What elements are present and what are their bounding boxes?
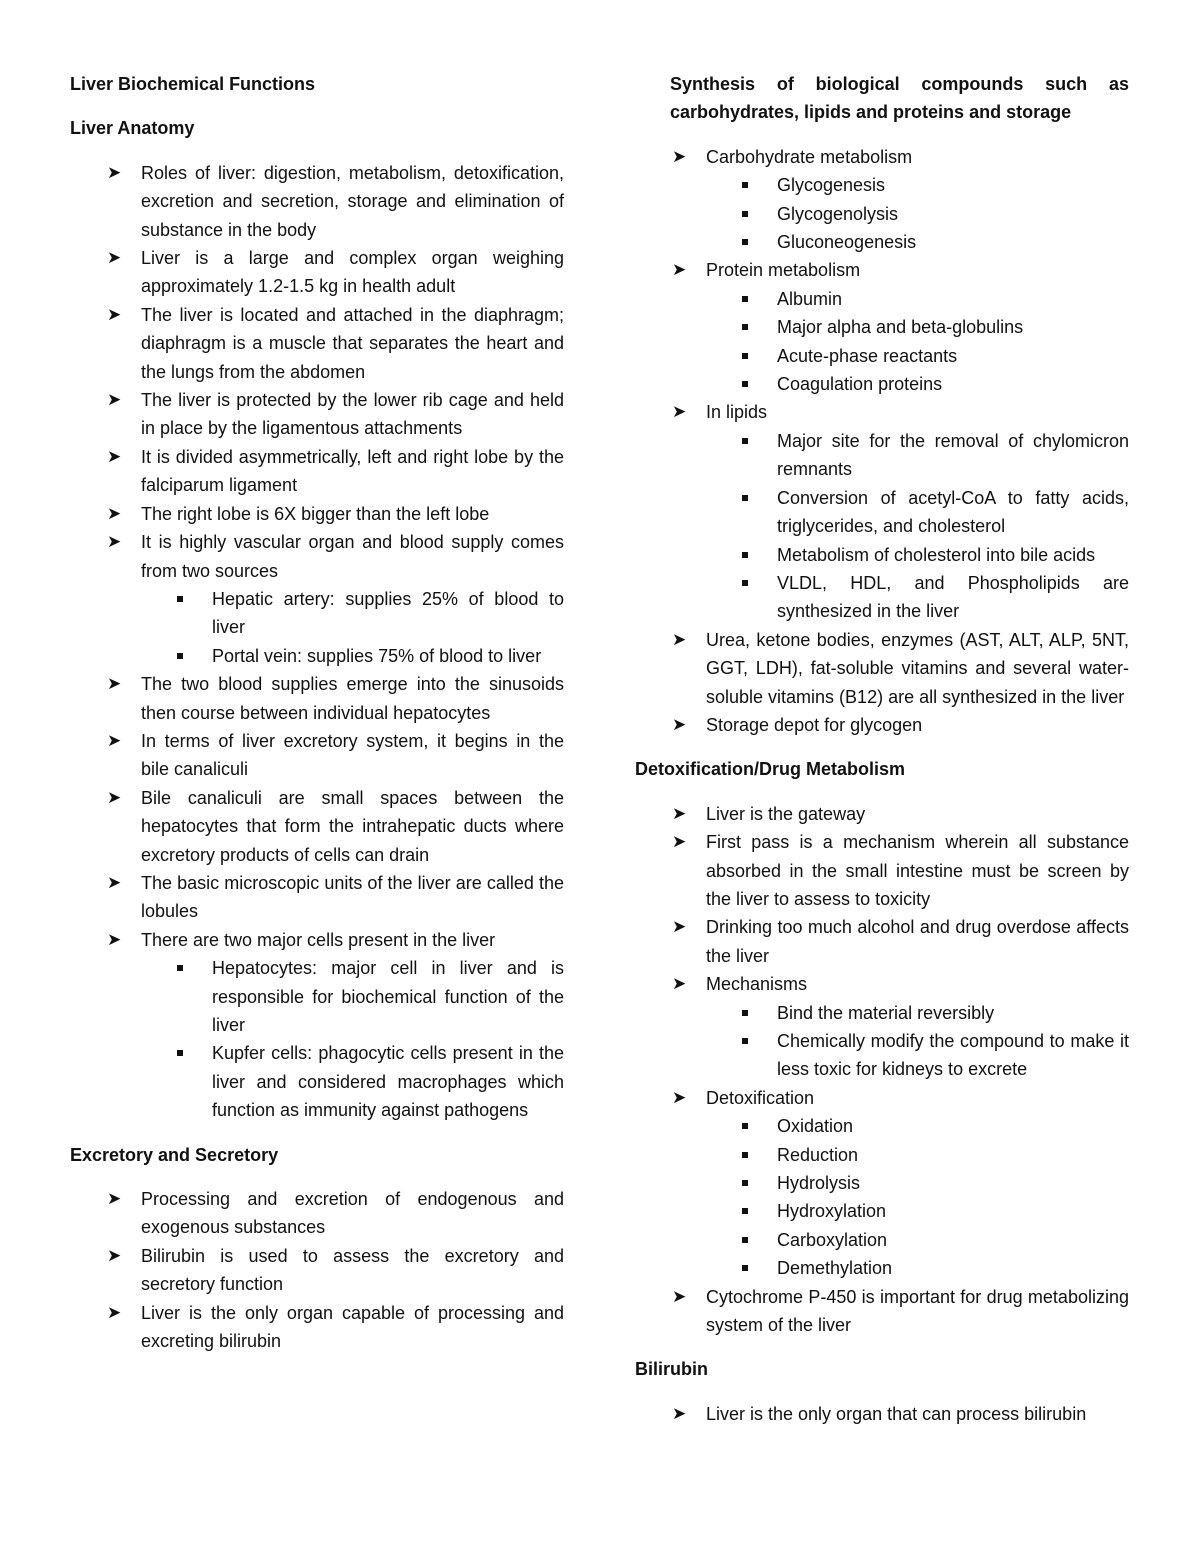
list-item-text: Urea, ketone bodies, enzymes (AST, ALT, ALP, 5NT, GGT, LDH), fat-soluble vitamins and several water-soluble vitamins (B12) are all synthesized in the liver bbox=[706, 629, 1129, 707]
list-item bbox=[635, 1084, 1129, 1283]
list-item bbox=[70, 784, 564, 869]
list-item bbox=[635, 913, 1129, 970]
arrow-bullet-icon: ➤ bbox=[107, 730, 122, 750]
excretory-secretory-list bbox=[70, 1185, 564, 1355]
list-item-text: Liver is the only organ that can process bilirubin bbox=[706, 1403, 1087, 1424]
list-item bbox=[635, 1283, 1129, 1340]
list-item bbox=[70, 926, 564, 1125]
square-bullet-icon bbox=[177, 596, 183, 602]
sub-list bbox=[706, 427, 1129, 626]
left-column bbox=[70, 70, 564, 1355]
list-item bbox=[70, 528, 564, 670]
list-item-text: Detoxification bbox=[706, 1087, 815, 1108]
square-bullet-icon bbox=[742, 580, 748, 586]
sub-list bbox=[141, 954, 564, 1124]
sub-list-item bbox=[706, 541, 1129, 569]
section-title-synthesis: Synthesis of biological compounds such as carbohydrates, lipids and proteins and storage bbox=[670, 74, 1129, 123]
square-bullet-icon bbox=[742, 1152, 748, 1158]
liver-anatomy-list bbox=[70, 159, 564, 1125]
sub-list-item bbox=[706, 1254, 1129, 1282]
sub-list-item-text: Glycogenolysis bbox=[777, 203, 899, 224]
arrow-bullet-icon: ➤ bbox=[107, 872, 122, 892]
sub-list bbox=[706, 1112, 1129, 1282]
list-item-text: Liver is the gateway bbox=[706, 803, 866, 824]
arrow-bullet-icon: ➤ bbox=[672, 260, 687, 280]
square-bullet-icon bbox=[177, 653, 183, 659]
list-item bbox=[70, 869, 564, 926]
square-bullet-icon bbox=[742, 1265, 748, 1271]
sub-list-item bbox=[141, 642, 564, 670]
document-title: Liver Biochemical Functions bbox=[70, 74, 316, 94]
arrow-bullet-icon: ➤ bbox=[107, 1189, 122, 1209]
list-item bbox=[635, 256, 1129, 398]
list-item-text: Storage depot for glycogen bbox=[706, 714, 923, 735]
sub-list-item bbox=[706, 427, 1129, 484]
arrow-bullet-icon: ➤ bbox=[672, 917, 687, 937]
sub-list-item-text: Hepatocytes: major cell in liver and is responsible for biochemical function of the liver bbox=[212, 958, 564, 1035]
arrow-bullet-icon: ➤ bbox=[672, 146, 687, 166]
list-item bbox=[70, 1299, 564, 1356]
square-bullet-icon bbox=[742, 438, 748, 444]
sub-list-item bbox=[706, 200, 1129, 228]
section-title-detoxification: Detoxification/Drug Metabolism bbox=[635, 759, 906, 780]
sub-list-item bbox=[706, 342, 1129, 370]
sub-list-item-text: Major site for the removal of chylomicron remnants bbox=[777, 430, 1129, 480]
sub-list-item bbox=[706, 999, 1129, 1027]
sub-list bbox=[706, 285, 1129, 399]
arrow-bullet-icon: ➤ bbox=[107, 162, 122, 182]
square-bullet-icon bbox=[742, 1180, 748, 1186]
arrow-bullet-icon: ➤ bbox=[672, 629, 687, 649]
list-item bbox=[70, 386, 564, 443]
sub-list-item-text: Kupfer cells: phagocytic cells present in the liver and considered macrophages which function as immunity against pathogens bbox=[212, 1043, 564, 1121]
sub-list-item bbox=[141, 1039, 564, 1124]
sub-list-item bbox=[706, 1169, 1129, 1197]
sub-list-item-text: Metabolism of cholesterol into bile acids bbox=[777, 544, 1096, 565]
sub-list-item-text: Carboxylation bbox=[777, 1229, 888, 1250]
sub-list-item-text: Hydrolysis bbox=[777, 1173, 861, 1194]
list-item bbox=[70, 727, 564, 784]
sub-list-item bbox=[706, 1197, 1129, 1225]
list-item-text: Processing and excretion of endogenous and exogenous substances bbox=[141, 1189, 564, 1238]
section-title-excretory-secretory: Excretory and Secretory bbox=[70, 1144, 279, 1165]
list-item-text: The right lobe is 6X bigger than the left lobe bbox=[141, 503, 490, 524]
square-bullet-icon bbox=[177, 1050, 183, 1056]
sub-list-item-text: Demethylation bbox=[777, 1258, 893, 1279]
list-item bbox=[635, 828, 1129, 913]
square-bullet-icon bbox=[742, 239, 748, 245]
sub-list-item-text: Reduction bbox=[777, 1144, 859, 1165]
list-item-text: It is highly vascular organ and blood supply comes from two sources bbox=[141, 532, 564, 581]
sub-list bbox=[141, 585, 564, 670]
arrow-bullet-icon: ➤ bbox=[672, 1087, 687, 1107]
list-item-text: First pass is a mechanism wherein all substance absorbed in the small intestine must be screen by the liver to assess to toxicity bbox=[706, 832, 1129, 909]
sub-list-item bbox=[706, 1112, 1129, 1140]
arrow-bullet-icon: ➤ bbox=[107, 1302, 122, 1322]
list-item bbox=[70, 500, 564, 528]
list-item bbox=[70, 670, 564, 727]
sub-list-item bbox=[141, 954, 564, 1039]
square-bullet-icon bbox=[742, 1237, 748, 1243]
sub-list-item-text: Coagulation proteins bbox=[777, 374, 943, 395]
sub-list-item bbox=[706, 1141, 1129, 1169]
sub-list bbox=[706, 999, 1129, 1084]
square-bullet-icon bbox=[742, 211, 748, 217]
list-item bbox=[635, 711, 1129, 739]
sub-list-item-text: Oxidation bbox=[777, 1116, 854, 1137]
list-item-text: The liver is located and attached in the diaphragm; diaphragm is a muscle that separates the heart and the lungs from the abdomen bbox=[141, 304, 564, 382]
square-bullet-icon bbox=[742, 296, 748, 302]
square-bullet-icon bbox=[742, 381, 748, 387]
sub-list-item-text: Gluconeogenesis bbox=[777, 232, 917, 253]
list-item-text: The basic microscopic units of the liver are called the lobules bbox=[141, 872, 564, 922]
list-item-text: The two blood supplies emerge into the sinusoids then course between individual hepatocytes bbox=[141, 674, 564, 723]
square-bullet-icon bbox=[742, 1208, 748, 1214]
sub-list-item-text: Conversion of acetyl-CoA to fatty acids, triglycerides, and cholesterol bbox=[777, 487, 1129, 537]
sub-list-item bbox=[706, 370, 1129, 398]
list-item-text: It is divided asymmetrically, left and right lobe by the falciparum ligament bbox=[141, 446, 564, 496]
sub-list-item bbox=[706, 285, 1129, 313]
list-item bbox=[635, 800, 1129, 828]
sub-list-item-text: Hydroxylation bbox=[777, 1201, 887, 1222]
square-bullet-icon bbox=[742, 324, 748, 330]
sub-list-item bbox=[141, 585, 564, 642]
section-title-liver-anatomy: Liver Anatomy bbox=[70, 118, 195, 139]
list-item-text: Bile canaliculi are small spaces between the hepatocytes that form the intrahepatic ducts where excretory products of cells can drain bbox=[141, 787, 564, 865]
list-item bbox=[70, 443, 564, 500]
square-bullet-icon bbox=[742, 182, 748, 188]
sub-list-item bbox=[706, 313, 1129, 341]
arrow-bullet-icon: ➤ bbox=[107, 390, 122, 410]
list-item bbox=[70, 1242, 564, 1299]
arrow-bullet-icon: ➤ bbox=[672, 402, 687, 422]
sub-list-item bbox=[706, 569, 1129, 626]
list-item bbox=[70, 301, 564, 386]
sub-list-item-text: Hepatic artery: supplies 25% of blood to liver bbox=[212, 588, 564, 638]
sub-list-item bbox=[706, 484, 1129, 541]
square-bullet-icon bbox=[742, 495, 748, 501]
arrow-bullet-icon: ➤ bbox=[107, 304, 122, 324]
detoxification-list bbox=[635, 800, 1129, 1340]
arrow-bullet-icon: ➤ bbox=[672, 803, 687, 823]
list-item-text: Roles of liver: digestion, metabolism, detoxification, excretion and secretion, storage and elimination of substance in the body bbox=[141, 162, 564, 240]
list-item-text: In lipids bbox=[706, 402, 768, 423]
sub-list-item bbox=[706, 1027, 1129, 1084]
sub-list-item-text: Glycogenesis bbox=[777, 175, 886, 196]
square-bullet-icon bbox=[177, 965, 183, 971]
arrow-bullet-icon: ➤ bbox=[672, 1403, 687, 1423]
list-item-text: There are two major cells present in the liver bbox=[141, 929, 496, 950]
sub-list bbox=[706, 171, 1129, 256]
sub-list-item bbox=[706, 228, 1129, 256]
list-item bbox=[70, 159, 564, 244]
list-item-text: Liver is the only organ capable of processing and excreting bilirubin bbox=[141, 1302, 564, 1352]
arrow-bullet-icon: ➤ bbox=[672, 974, 687, 994]
bilirubin-list bbox=[635, 1400, 1129, 1428]
sub-list-item bbox=[706, 171, 1129, 199]
list-item-text: Cytochrome P-450 is important for drug metabolizing system of the liver bbox=[706, 1286, 1129, 1336]
list-item bbox=[70, 1185, 564, 1242]
sub-list-item bbox=[706, 1226, 1129, 1254]
square-bullet-icon bbox=[742, 353, 748, 359]
square-bullet-icon bbox=[742, 1038, 748, 1044]
sub-list-item-text: Acute-phase reactants bbox=[777, 345, 958, 366]
sub-list-item-text: Albumin bbox=[777, 288, 843, 309]
arrow-bullet-icon: ➤ bbox=[107, 248, 122, 268]
list-item-text: Mechanisms bbox=[706, 974, 808, 995]
list-item-text: In terms of liver excretory system, it begins in the bile canaliculi bbox=[141, 730, 564, 780]
arrow-bullet-icon: ➤ bbox=[107, 674, 122, 694]
list-item bbox=[635, 143, 1129, 257]
sub-list-item-text: VLDL, HDL, and Phospholipids are synthesized in the liver bbox=[777, 572, 1129, 622]
list-item bbox=[70, 244, 564, 301]
square-bullet-icon bbox=[742, 1123, 748, 1129]
list-item bbox=[635, 626, 1129, 711]
list-item-text: Drinking too much alcohol and drug overdose affects the liver bbox=[706, 917, 1129, 966]
list-item-text: Liver is a large and complex organ weighing approximately 1.2-1.5 kg in health adult bbox=[141, 248, 564, 297]
section-title-bilirubin: Bilirubin bbox=[635, 1359, 708, 1380]
arrow-bullet-icon: ➤ bbox=[672, 832, 687, 852]
square-bullet-icon bbox=[742, 552, 748, 558]
arrow-bullet-icon: ➤ bbox=[672, 1286, 687, 1306]
arrow-bullet-icon: ➤ bbox=[107, 929, 122, 949]
list-item-text: Carbohydrate metabolism bbox=[706, 146, 913, 167]
list-item bbox=[635, 398, 1129, 625]
list-item-text: Protein metabolism bbox=[706, 260, 861, 281]
arrow-bullet-icon: ➤ bbox=[107, 446, 122, 466]
arrow-bullet-icon: ➤ bbox=[107, 1245, 122, 1265]
right-column bbox=[635, 70, 1129, 1428]
list-item-text: Bilirubin is used to assess the excretory and secretory function bbox=[141, 1245, 564, 1295]
arrow-bullet-icon: ➤ bbox=[107, 503, 122, 523]
synthesis-list bbox=[635, 143, 1129, 740]
square-bullet-icon bbox=[742, 1010, 748, 1016]
sub-list-item-text: Chemically modify the compound to make it less toxic for kidneys to excrete bbox=[777, 1031, 1129, 1080]
arrow-bullet-icon: ➤ bbox=[107, 787, 122, 807]
arrow-bullet-icon: ➤ bbox=[672, 714, 687, 734]
sub-list-item-text: Portal vein: supplies 75% of blood to liver bbox=[212, 645, 542, 666]
sub-list-item-text: Major alpha and beta-globulins bbox=[777, 317, 1024, 338]
list-item bbox=[635, 1400, 1129, 1428]
arrow-bullet-icon: ➤ bbox=[107, 532, 122, 552]
list-item-text: The liver is protected by the lower rib cage and held in place by the ligamentous attachments bbox=[141, 390, 564, 439]
list-item bbox=[635, 970, 1129, 1084]
sub-list-item-text: Bind the material reversibly bbox=[777, 1002, 995, 1023]
